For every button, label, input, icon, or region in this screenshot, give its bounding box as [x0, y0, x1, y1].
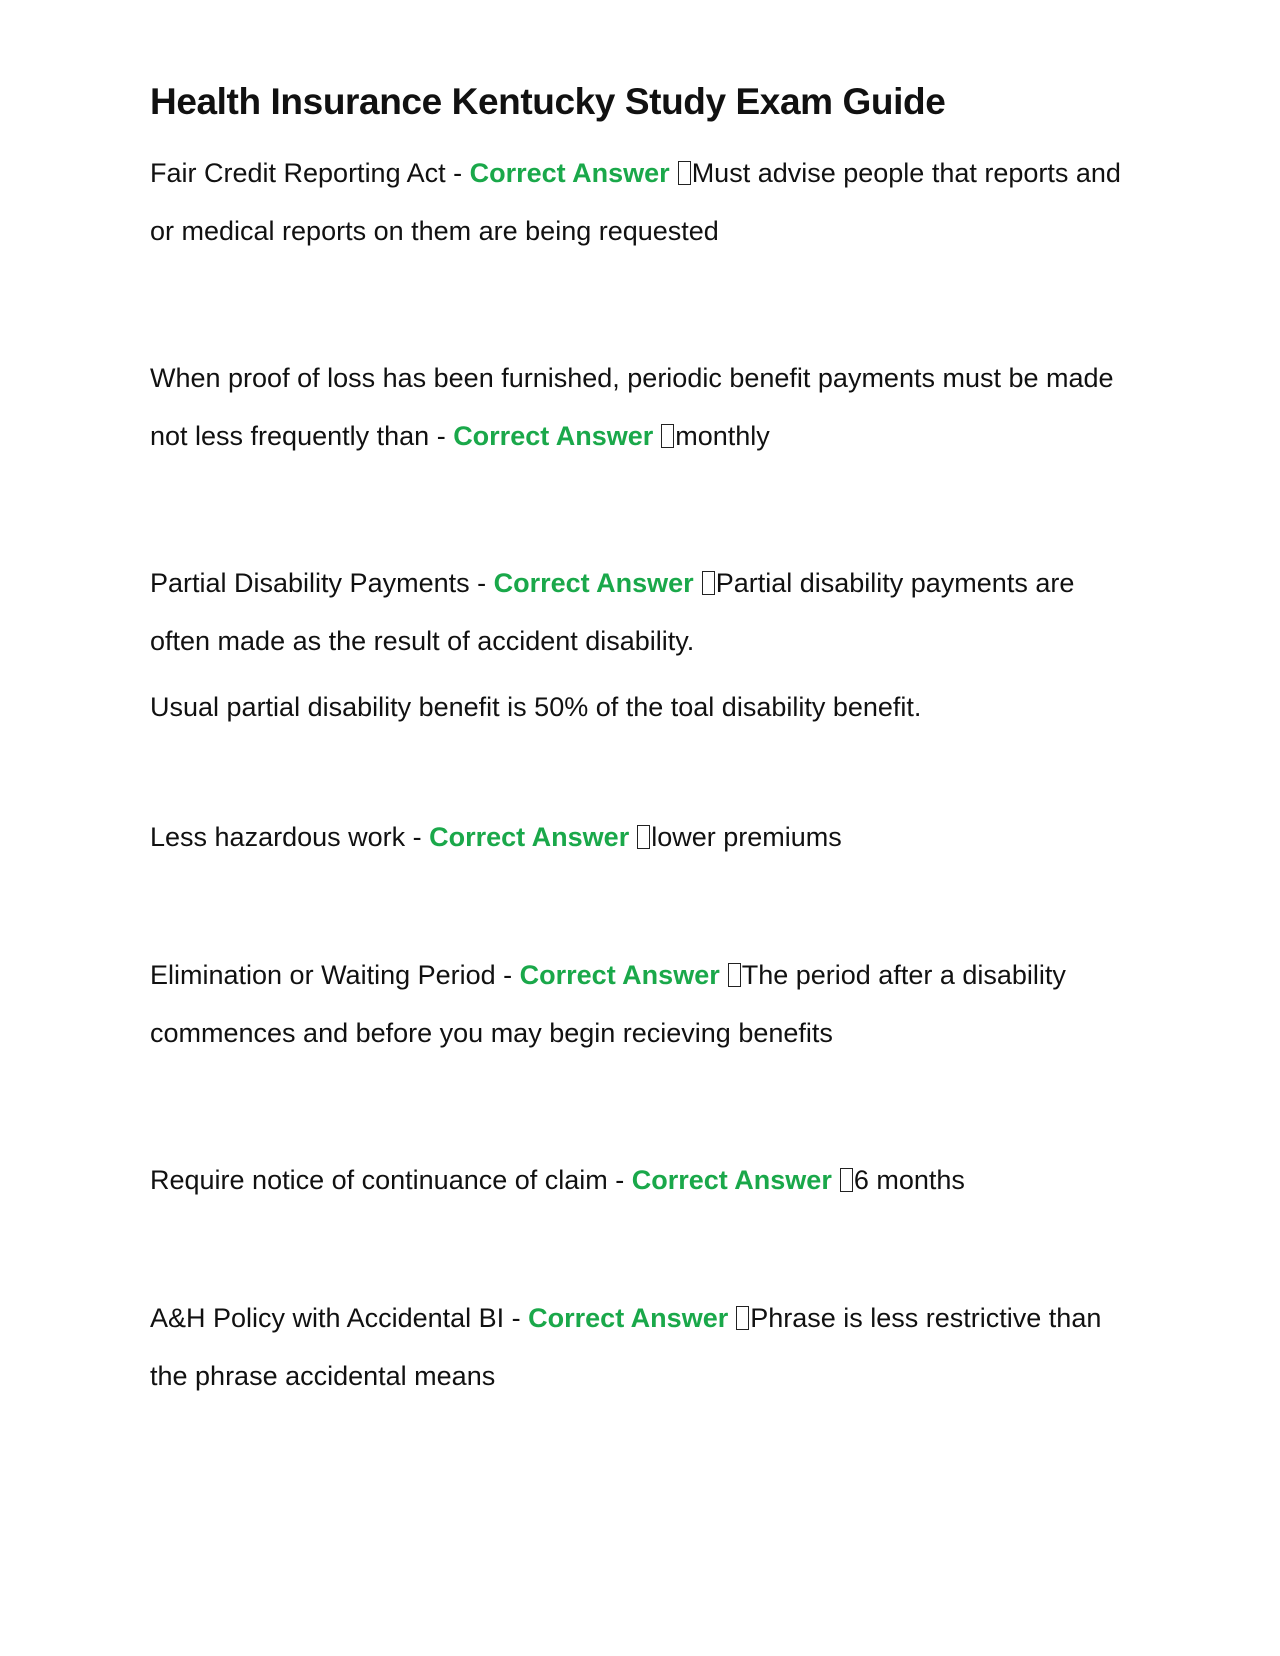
correct-answer-label: Correct Answer: [429, 822, 630, 852]
correct-answer-label: Correct Answer: [453, 421, 654, 451]
answer-text: lower premiums: [651, 822, 842, 852]
question-text: A&H Policy with Accidental BI: [150, 1303, 505, 1333]
missing-glyph-icon: [702, 571, 715, 595]
answer-text: Must advise people that reports and or medical reports on them are being requested: [150, 158, 1121, 246]
answer-text: Phrase is less restrictive than the phrase accidental means: [150, 1303, 1102, 1391]
separator: -: [504, 1303, 529, 1333]
separator: -: [405, 822, 430, 852]
qa-entry: [150, 554, 1140, 670]
correct-answer-label: Correct Answer: [519, 960, 720, 990]
separator: -: [429, 421, 454, 451]
question-text: Require notice of continuance of claim: [150, 1165, 608, 1195]
missing-glyph-icon: [661, 424, 674, 448]
answer-text: monthly: [675, 421, 770, 451]
missing-glyph-icon: [840, 1168, 853, 1192]
correct-answer-label: Correct Answer: [493, 568, 694, 598]
separator: -: [607, 1165, 632, 1195]
missing-glyph-icon: [637, 825, 650, 849]
question-text: Partial Disability Payments: [150, 568, 470, 598]
separator: -: [469, 568, 494, 598]
correct-answer-label: Correct Answer: [528, 1303, 729, 1333]
qa-entry: [150, 144, 1140, 260]
page-title: Health Insurance Kentucky Study Exam Guide: [150, 81, 946, 122]
qa-entry: [150, 1289, 1140, 1405]
answer-note: Usual partial disability benefit is 50% of the toal disability benefit.: [150, 692, 922, 722]
qa-entry: [150, 1151, 1140, 1209]
answer-text: The period after a disability commences and before you may begin recieving benefits: [150, 960, 1066, 1048]
qa-entry: [150, 808, 1140, 866]
separator: -: [495, 960, 520, 990]
correct-answer-label: Correct Answer: [469, 158, 670, 188]
missing-glyph-icon: [678, 161, 691, 185]
document-page: [150, 72, 1140, 1405]
qa-entry: [150, 349, 1140, 465]
question-text: Fair Credit Reporting Act: [150, 158, 446, 188]
answer-text: Partial disability payments are often made as the result of accident disability.: [150, 568, 1075, 656]
missing-glyph-icon: [728, 963, 741, 987]
correct-answer-label: Correct Answer: [631, 1165, 832, 1195]
question-text: Less hazardous work: [150, 822, 406, 852]
missing-glyph-icon: [736, 1306, 749, 1330]
answer-text: 6 months: [853, 1165, 965, 1195]
question-text: When proof of loss has been furnished, periodic benefit payments must be made not less frequently than: [150, 363, 1114, 451]
qa-entry: [150, 946, 1140, 1062]
question-text: Elimination or Waiting Period: [150, 960, 496, 990]
separator: -: [445, 158, 470, 188]
